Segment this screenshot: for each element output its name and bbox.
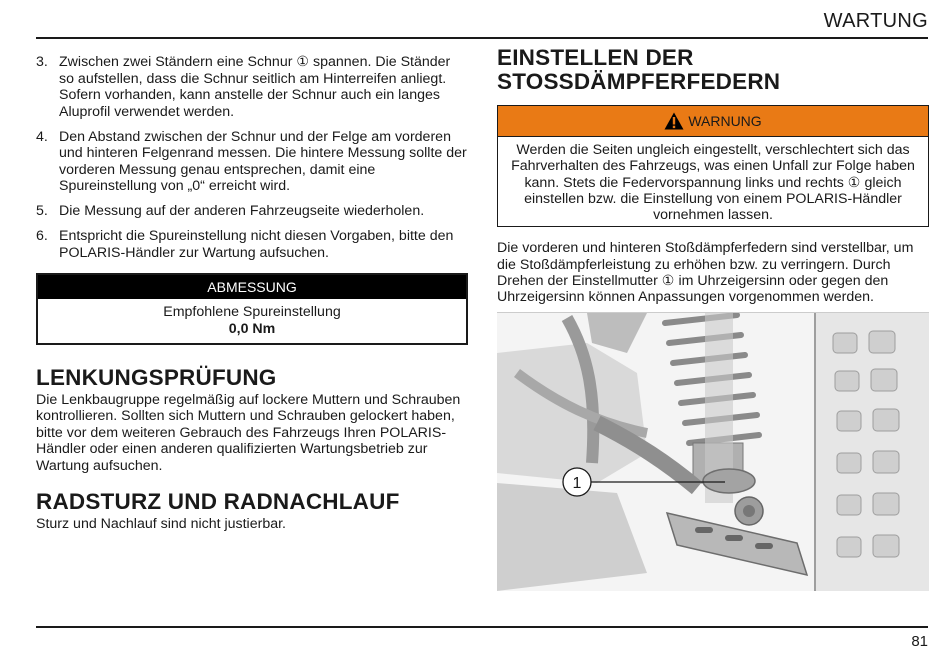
section-title-lenkung: LENKUNGSPRÜFUNG	[36, 365, 277, 390]
step-number: 5.	[36, 203, 48, 219]
spec-table-body	[38, 299, 466, 343]
left-column	[36, 54, 468, 532]
section-body-radsturz: Sturz und Nachlauf sind nicht justierbar.	[36, 516, 286, 533]
step-number: 3.	[36, 54, 48, 70]
steps-list	[36, 54, 468, 261]
section-title-stossdaempfer	[497, 46, 929, 94]
spec-label: Empfohlene Spureinstellung	[163, 304, 341, 320]
step-number: 6.	[36, 228, 48, 244]
section-body-lenkung: Die Lenkbaugruppe regelmäßig auf lockere Muttern und Schrauben kontrollieren. Sollten sich Muttern und Schrauben gelockert haben, bitte vor dem weiteren Gebrauch des Fahrzeugs Ihren POLARIS-Händler oder einen anderen qualifizierten Wartungsbetrieb zur Wartung aufsuchen.	[36, 392, 461, 474]
spec-table-header: ABMESSUNG	[38, 275, 466, 299]
right-column	[497, 46, 929, 591]
list-item	[36, 54, 468, 120]
warning-box	[497, 105, 929, 227]
warning-label: WARNUNG	[688, 113, 762, 129]
step-text: Die Messung auf der anderen Fahrzeugseite wiederholen.	[59, 203, 425, 219]
spec-value: 0,0 Nm	[228, 321, 276, 337]
step-number: 4.	[36, 128, 48, 145]
header-section-title: WARTUNG	[823, 10, 928, 32]
section-title-line2: STOSSDÄMPFERFEDERN	[497, 69, 781, 94]
list-item	[36, 228, 468, 261]
step-text: Entspricht die Spureinstellung nicht diesen Vorgaben, bitte den POLARIS-Händler zur Wartung aufsuchen.	[59, 228, 454, 261]
figure-callout-1: 1	[572, 474, 582, 492]
list-item	[36, 203, 468, 220]
list-item	[36, 129, 468, 195]
page-number: 81	[911, 633, 928, 650]
warning-header	[498, 106, 928, 137]
warning-text: Werden die Seiten ungleich eingestellt, verschlechtert sich das Fahrverhalten des Fahrzeugs, was einen Unfall zur Folge haben kann. Stets die Federvorspannung links und rechts ① gleich einstellen bzw. die Einstellung von einem POLARIS-Händler vornehmen lassen.	[511, 142, 915, 224]
footer-rule	[36, 626, 928, 628]
section-title-radsturz: RADSTURZ UND RADNACHLAUF	[36, 489, 400, 515]
step-text: Zwischen zwei Ständern eine Schnur ① spannen. Die Ständer so aufstellen, dass die Schnur seitlich am Hinterreifen anliegt. Sofern vorhanden, kann anstelle der Schnur auch ein langes Aluprofil verwendet werden.	[59, 54, 451, 120]
header-rule	[36, 37, 928, 39]
spec-table	[36, 273, 468, 345]
section-title-line1: EINSTELLEN DER	[497, 45, 694, 70]
warning-triangle-icon	[664, 112, 684, 130]
shock-absorber-illustration	[497, 313, 929, 591]
section-body-stossdaempfer: Die vorderen und hinteren Stoßdämpferfedern sind verstellbar, um die Stoßdämpferleistung zu erhöhen bzw. zu verringern. Durch Drehen der Einstellmutter ① im Uhrzeigersinn oder gegen den Uhrzeigersinn können Anpassungen vorgenommen werden.	[497, 240, 914, 306]
shock-absorber-figure	[497, 312, 929, 591]
step-text: Den Abstand zwischen der Schnur und der Felge am vorderen und hinteren Felgenrand messen. Die hintere Messung sollte der vorderen Messung genau entsprechen, damit eine Spureinstellung von „0“ erreicht wird.	[59, 128, 467, 194]
